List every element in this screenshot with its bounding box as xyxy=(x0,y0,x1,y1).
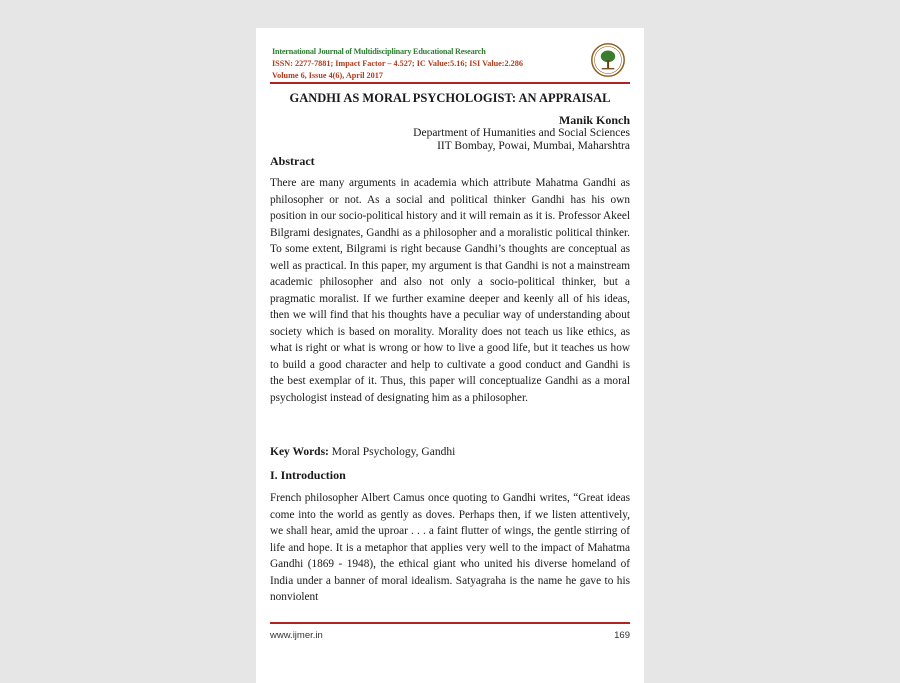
issn-line: ISSN: 2277-7881; Impact Factor – 4.527; IC Value:5.16; ISI Value:2.286 xyxy=(272,59,523,68)
page-number: 169 xyxy=(614,630,630,641)
footer-website: www.ijmer.in xyxy=(270,630,323,641)
journal-header xyxy=(272,46,572,82)
introduction-text: French philosopher Albert Camus once quoting to Gandhi writes, “Great ideas come into the world as gently as doves. Perhaps then, if we listen attentively, we shall hear, amid the uproar . . . a faint flutter of wings, the gentle stirring of life and hope. It is a metaphor that applies very well to the impact of Mahatma Gandhi (1869 - 1948), the ethical giant who united his diverse homeland of India under a banner of moral idealism. Satyagraha is the name he gave to his nonviolent xyxy=(270,492,630,603)
journal-logo-tree-icon xyxy=(590,42,626,78)
abstract-text: There are many arguments in academia which attribute Mahatma Gandhi as philosopher or not. As a social and political thinker Gandhi has his own position in our socio-political history and it will remain as it is. Professor Akeel Bilgrami designates, Gandhi as a philosopher and a moralistic political thinker. To some extent, Bilgrami is right because Gandhi’s thoughts are conceptual as well as practical. In this paper, my argument is that Gandhi is not a mainstream academic philosopher and also not only a socio-political thinker, but a pragmatic moralist. If we further examine deeper and keenly all of his ideas, then we will find that his thoughts have a peculiar way of understanding about society which is based on morality. Morality does not teach us like ethics, as what is right or what is wrong or how to live a good life, but it teaches us how to build a good character and help to cultivate a good conduct and Gandhi is the best exemplar of it. Thus, this paper will conceptualize Gandhi as a moral psychologist instead of designating him as a philosopher. xyxy=(270,177,630,404)
introduction-heading: I. Introduction xyxy=(270,468,346,482)
keywords-value: Moral Psychology, Gandhi xyxy=(331,446,456,458)
footer-rule xyxy=(270,622,630,624)
keywords xyxy=(270,446,455,458)
abstract-heading: Abstract xyxy=(270,154,315,168)
affiliation-institute: IIT Bombay, Powai, Mumbai, Maharshtra xyxy=(437,140,630,152)
journal-name: International Journal of Multidisciplinary Educational Research xyxy=(272,47,486,56)
document-page xyxy=(256,28,644,683)
keywords-label: Key Words: xyxy=(270,446,329,458)
paper-title: GANDHI AS MORAL PSYCHOLOGIST: AN APPRAISAL xyxy=(289,91,611,105)
header-rule xyxy=(270,82,630,84)
author-name: Manik Konch xyxy=(558,113,630,127)
volume-line: Volume 6, Issue 4(6), April 2017 xyxy=(272,71,383,80)
affiliation-department: Department of Humanities and Social Sciences xyxy=(413,127,630,139)
